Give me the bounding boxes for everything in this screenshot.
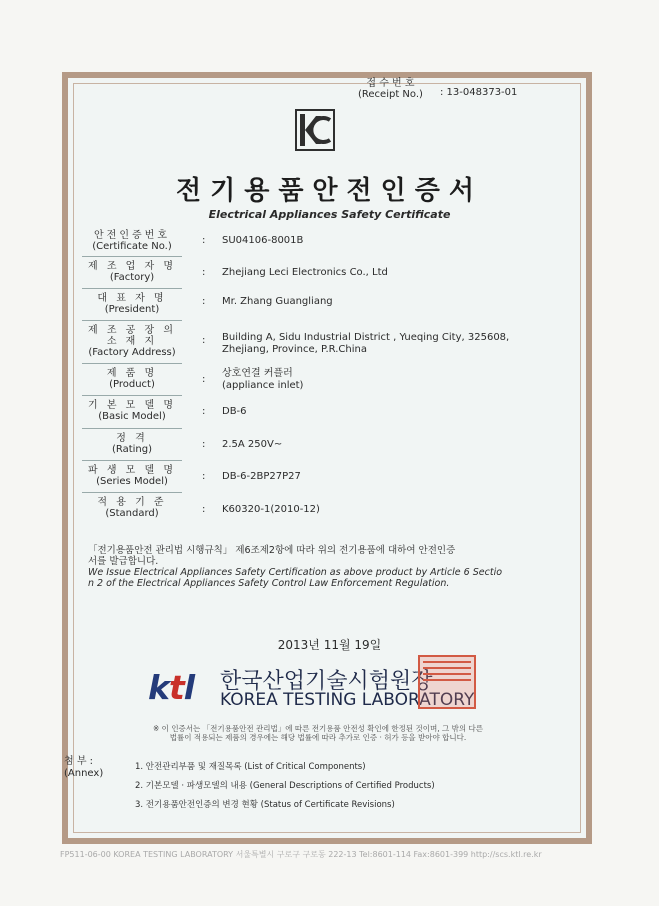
divider: [82, 428, 182, 429]
notice-line-2: 법률이 적용되는 제품의 경우에는 해당 법률에 따라 추가로 인증 · 허가 등을 받아야 합니다.: [169, 733, 467, 742]
statement-ko-line-2: 서를 발급합니다.: [88, 556, 159, 567]
field-value: Zhejiang Leci Electronics Co., Ltd: [222, 267, 388, 278]
ktl-logo-l: l: [183, 668, 195, 707]
field-label: [82, 261, 182, 283]
field-label: [82, 465, 182, 487]
field-label-en: (President): [104, 304, 160, 315]
issue-date: 2013년 11월 19일: [277, 638, 382, 652]
product-name-ko: 상호연결 커플러: [222, 368, 293, 379]
field-label-en: (Product): [109, 379, 155, 390]
field-colon: :: [202, 235, 206, 246]
issuer-name-en: KOREA TESTING LABORATORY: [220, 690, 475, 710]
field-label-ko2: 소 재 지: [106, 336, 158, 347]
divider: [82, 492, 182, 493]
field-colon: :: [202, 335, 206, 346]
issuer-name-ko: 한국산업기술시험원장: [220, 669, 433, 694]
receipt-number: : 13-048373-01: [440, 87, 518, 98]
footer-info: FP511-06-00 KOREA TESTING LABORATORY 서울특별시 구로구 구로동 222-13 Tel:8601-114 Fax:8601-399 http://scs.ktl.re.kr: [60, 850, 542, 859]
field-label: [82, 400, 182, 422]
field-value: K60320-1(2010-12): [222, 504, 320, 515]
field-label-ko: 안전인증번호: [94, 230, 170, 241]
field-label-ko: 기 본 모 델 명: [87, 400, 176, 411]
receipt-label-en: (Receipt No.): [358, 89, 423, 100]
annex-item: 2. 기본모델 · 파생모델의 내용 (General Descriptions of Certified Products): [135, 781, 435, 791]
field-colon: :: [202, 267, 206, 278]
annex-list: [135, 758, 435, 815]
legal-notice: [88, 724, 548, 742]
address-line-1: Building A, Sidu Industrial District , Yueqing City, 325608,: [222, 332, 510, 343]
annex-item: 1. 안전관리부품 및 재질목록 (List of Critical Components): [135, 762, 366, 772]
certificate-title-ko: 전기용품안전인증서: [175, 176, 484, 206]
notice-line-1: ※ 이 인증서는 「전기용품안전 관리법」에 따른 전기용품 안전성 확인에 한정된 것이며, 그 밖의 다른: [153, 724, 483, 733]
field-label: [82, 368, 182, 390]
field-colon: :: [202, 406, 206, 417]
field-colon: :: [202, 374, 206, 385]
field-label-en: (Certificate No.): [92, 241, 172, 252]
statement-en-line-1: We Issue Electrical Appliances Safety Certification as above product by Article 6 Sectio: [88, 567, 503, 578]
field-label-en: (Factory Address): [88, 347, 176, 358]
field-colon: :: [202, 504, 206, 515]
ktl-logo-k: k: [148, 668, 169, 707]
statement-ko-line-1: 「전기용품안전 관리법 시행규칙」 제6조제2항에 따라 위의 전기용품에 대하여 안전인증: [88, 545, 456, 556]
divider: [82, 288, 182, 289]
ktl-logo-t: t: [168, 668, 184, 707]
field-label-ko: 정 격: [116, 433, 148, 444]
divider: [82, 395, 182, 396]
kc-mark-icon: [294, 108, 336, 152]
field-value: 2.5A 250V~: [222, 439, 283, 450]
field-value: DB-6: [222, 406, 247, 417]
official-seal-icon: [418, 655, 476, 709]
field-label-ko: 파 생 모 델 명: [87, 465, 176, 476]
field-colon: :: [202, 439, 206, 450]
divider: [82, 363, 182, 364]
product-name-en: (appliance inlet): [222, 380, 304, 391]
field-colon: :: [202, 296, 206, 307]
field-label-en: (Factory): [109, 272, 155, 283]
field-colon: :: [202, 471, 206, 482]
field-label-ko: 제 품 명: [106, 368, 158, 379]
field-label-en: (Series Model): [96, 476, 168, 487]
field-label-ko: 적 용 기 준: [97, 497, 167, 508]
ktl-logo: [148, 668, 194, 707]
field-label-ko: 제 조 업 자 명: [87, 261, 176, 272]
field-label: [82, 293, 182, 315]
divider: [82, 320, 182, 321]
statement-en-line-2: n 2 of the Electrical Appliances Safety Control Law Enforcement Regulation.: [88, 578, 450, 589]
field-label-en: (Basic Model): [98, 411, 166, 422]
field-value: [222, 332, 562, 356]
receipt-label: [358, 78, 423, 100]
field-value: Mr. Zhang Guangliang: [222, 296, 333, 307]
field-label-en: (Rating): [111, 444, 153, 455]
field-label-ko: 제 조 공 장 의: [87, 325, 176, 336]
field-label: [82, 497, 182, 519]
annex-item: 3. 전기용품안전인증의 변경 현황 (Status of Certificate Revisions): [135, 800, 395, 810]
annex-label-en: (Annex): [64, 768, 104, 779]
field-value: SU04106-8001B: [222, 235, 304, 246]
field-label: [82, 433, 182, 455]
divider: [82, 460, 182, 461]
field-value: DB-6-2BP27P27: [222, 471, 301, 482]
divider: [82, 256, 182, 257]
receipt-label-ko: 접 수 번 호: [366, 78, 415, 89]
annex-label: [64, 756, 103, 780]
field-value: [222, 368, 562, 392]
field-label: [82, 230, 182, 252]
field-label-en: (Standard): [105, 508, 159, 519]
certification-statement: [88, 545, 548, 589]
field-label-ko: 대 표 자 명: [97, 293, 167, 304]
field-label: [82, 325, 182, 358]
certificate-title-en: Electrical Appliances Safety Certificate: [208, 208, 451, 221]
address-line-2: Zhejiang, Province, P.R.China: [222, 344, 367, 355]
annex-label-ko: 첨 부 :: [64, 756, 94, 767]
